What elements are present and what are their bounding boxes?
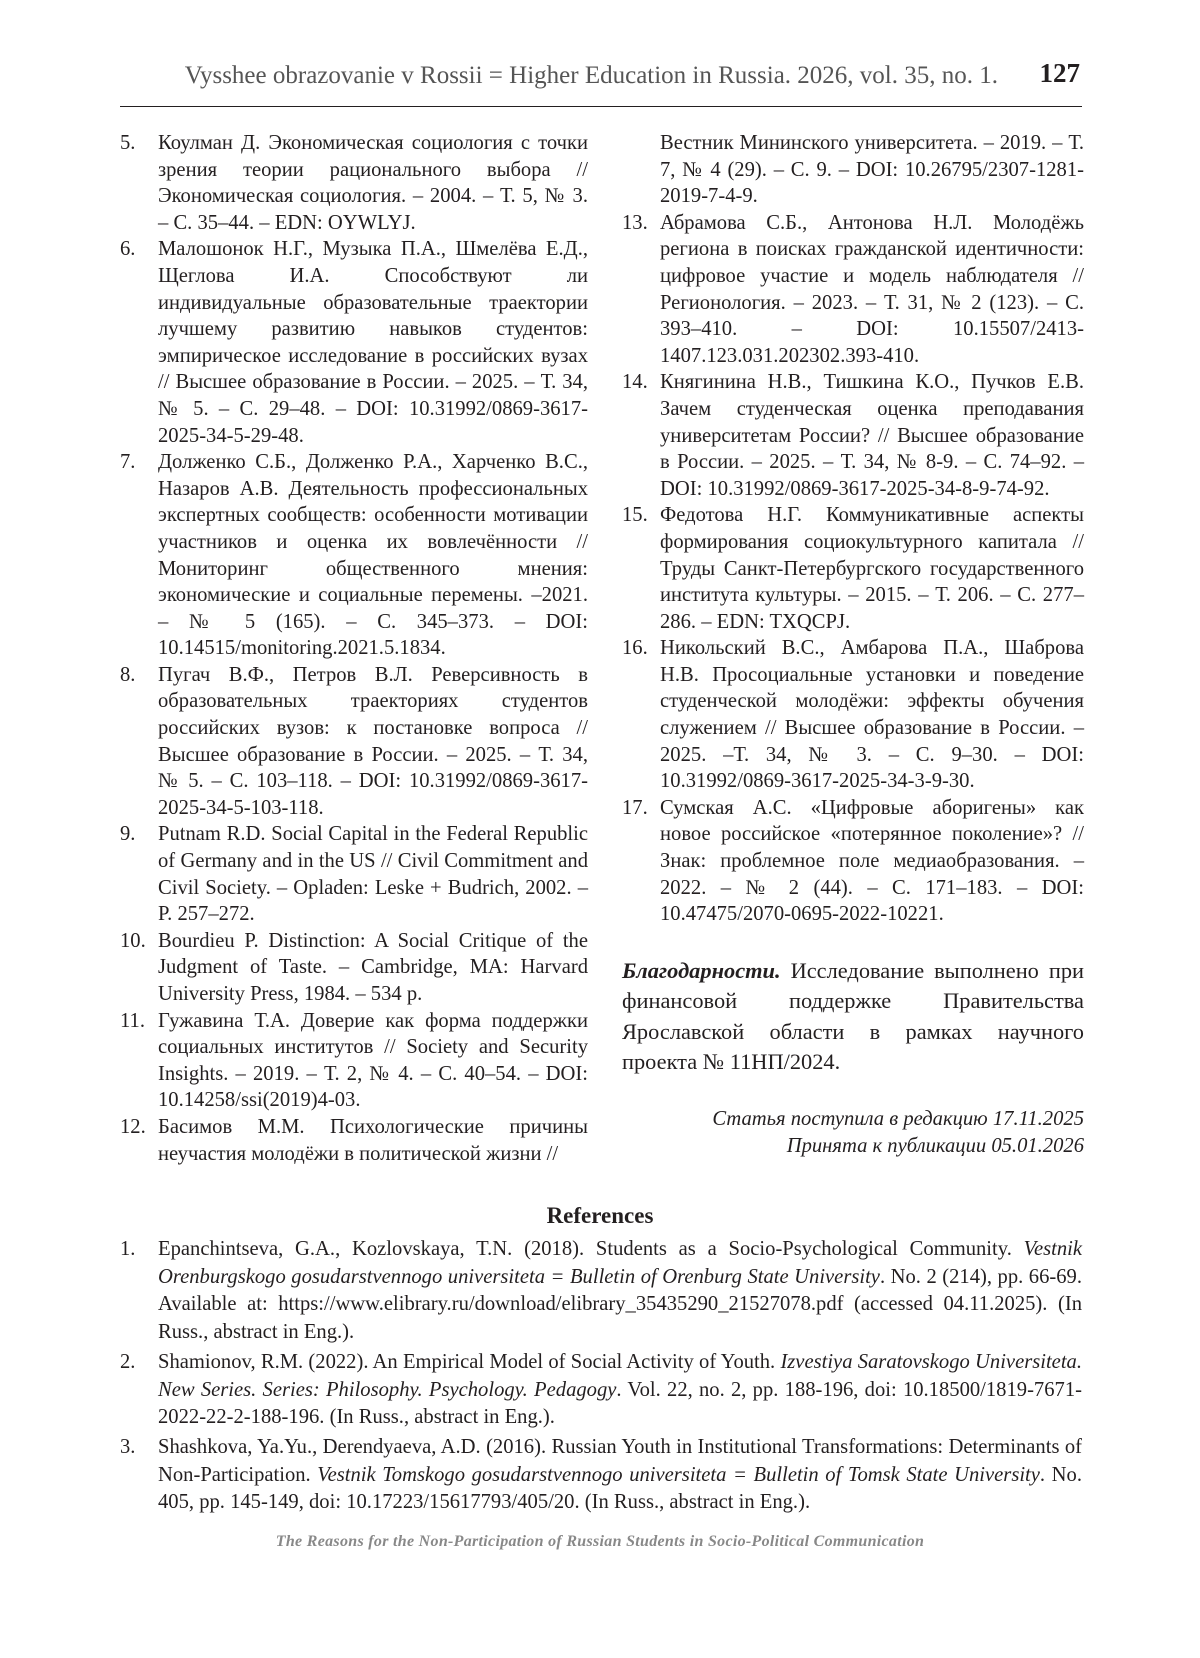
reference-number: 12. bbox=[120, 1115, 146, 1138]
reference-text: Долженко С.Б., Долженко Р.А., Харченко В.С., Назаров А.В. Деятельность профессиональных экспертных сообществ: особенности мотивации участников и оценка их вовлечённости // Мониторинг общественного мнения: экономические и социальные перемены. –2021. – № 5 (165). – С. 345–373. – DOI: 10.14515/monitoring.2021.5.1834. bbox=[158, 451, 588, 660]
left-column bbox=[120, 130, 588, 1167]
references-list bbox=[120, 1236, 1082, 1519]
references-heading: References bbox=[546, 1203, 654, 1228]
reference-text: Putnam R.D. Social Capital in the Federal Republic of Germany and in the US // Civil Commitment and Civil Society. – Opladen: Leske + Budrich, 2002. – P. 257–272. bbox=[158, 823, 588, 926]
reference-item bbox=[120, 928, 588, 1008]
reference-item bbox=[622, 369, 1084, 502]
reference-text: Княгинина Н.В., Тишкина К.О., Пучков Е.В. Зачем студенческая оценка преподавания университетам России? // Высшее образование в России. – 2025. – Т. 34, № 8-9. – С. 74–92. – DOI: 10.31992/0869-3617-2025-34-8-9-74-92. bbox=[660, 371, 1084, 500]
reference-number: 16. bbox=[622, 637, 648, 660]
reference-details: . Vol. 22, no. 2, pp. 188-196, doi: 10.18500/1819-7671-2022-22-2-188-196. (In Russ., abstract in Eng.). bbox=[158, 1378, 1082, 1429]
reference-number: 6. bbox=[120, 238, 136, 261]
running-footer: The Reasons for the Non-Participation of Russian Students in Socio-Political Communication bbox=[275, 1533, 925, 1550]
reference-number: 7. bbox=[120, 451, 136, 474]
reference-text: Shashkova, Ya.Yu., Derendyaeva, A.D. (2016). Russian Youth in Institutional Transformations: Determinants of Non-Participation. bbox=[158, 1435, 1082, 1486]
reference-text: Федотова Н.Г. Коммуникативные аспекты формирования социокультурного капитала // Труды Санкт-Петербургского государственного института культуры. – 2015. – Т. 206. – С. 277–286. – EDN: TXQCPJ. bbox=[660, 504, 1084, 633]
reference-item bbox=[622, 795, 1084, 928]
reference-item bbox=[622, 502, 1084, 635]
reference-item bbox=[120, 1236, 1082, 1347]
reference-journal: Vestnik Tomskogo gosudarstvennogo universiteta = Bulletin of Tomsk State University bbox=[317, 1463, 1040, 1486]
reference-text: Сумская А.С. «Цифровые аборигены» как новое российское «потерянное поколение»? // Знак: проблемное поле медиаобразования. – 2022. – № 2 (44). – С. 171–183. – DOI: 10.47475/2070-0695-2022-10221. bbox=[660, 796, 1084, 926]
right-column bbox=[622, 130, 1084, 1160]
reference-text: Гужавина Т.А. Доверие как форма поддержки социальных институтов // Society and Security Insights. – 2019. – Т. 2, № 4. – С. 40–54. – DOI: 10.14258/ssi(2019)4-03. bbox=[158, 1009, 588, 1112]
reference-details: . No. 405, pp. 145-149, doi: 10.17223/15617793/405/20. (In Russ., abstract in Eng.). bbox=[158, 1463, 1082, 1514]
reference-item bbox=[120, 130, 588, 236]
reference-item bbox=[120, 449, 588, 662]
reference-number: 3. bbox=[120, 1435, 136, 1458]
received-date: Статья поступила в редакцию 17.11.2025 bbox=[712, 1107, 1084, 1130]
reference-number: 10. bbox=[120, 929, 146, 952]
acknowledgment bbox=[622, 956, 1084, 1078]
reference-text: Shamionov, R.M. (2022). An Empirical Model of Social Activity of Youth. bbox=[158, 1350, 781, 1373]
reference-text: Пугач В.Ф., Петров В.Л. Реверсивность в образовательных траекториях студентов российских вузов: к постановке вопроса // Высшее образование в России. – 2025. – Т. 34, № 5. – С. 103–118. – DOI: 10.31992/0869-3617-2025-34-5-103-118. bbox=[158, 663, 588, 819]
reference-journal: Izvestiya Saratovskogo Universiteta. New Series. Series: Philosophy. Psychology. Pedagogy bbox=[158, 1350, 1082, 1401]
page-number: 127 bbox=[1039, 58, 1080, 88]
reference-item bbox=[622, 210, 1084, 370]
running-header bbox=[120, 58, 1082, 107]
reference-journal: Vestnik Orenburgskogo gosudarstvennogo universiteta = Bulletin of Orenburg State University bbox=[158, 1238, 1082, 1288]
reference-text: Никольский В.С., Амбарова П.А., Шаброва Н.В. Просоциальные установки и поведение студенческой молодёжи: эффекты обучения служением // Высшее образование в России. – 2025. –Т. 34, № 3. – С. 9–30. – DOI: 10.31992/0869-3617-2025-34-3-9-30. bbox=[660, 637, 1084, 793]
reference-text: Басимов М.М. Психологические причины неучастия молодёжи в политической жизни // bbox=[158, 1115, 588, 1165]
journal-title: Vysshee obrazovanie v Rossii = Higher Education in Russia. 2026, vol. 35, no. 1. bbox=[184, 62, 998, 89]
reference-text: Epanchintseva, G.A., Kozlovskaya, T.N. (2018). Students as a Socio-Psychological Community. bbox=[158, 1238, 1024, 1260]
reference-item bbox=[120, 1114, 588, 1167]
acknowledgment-title: Благодарности. bbox=[622, 957, 781, 983]
reference-item bbox=[120, 1349, 1082, 1432]
acknowledgment-text: Исследование выполнено при финансовой поддержке Правительства Ярославской области в рамках научного проекта № 11НП/2024. bbox=[622, 957, 1084, 1075]
reference-number: 13. bbox=[622, 211, 648, 234]
reference-details: . No. 2 (214), pp. 66-69. Available at: https://www.elibrary.ru/download/elibrary_35435290_21527078.pdf (accessed 04.11.2025). (In Russ., abstract in Eng.). bbox=[158, 1265, 1082, 1344]
reference-number: 17. bbox=[622, 796, 648, 819]
reference-number: 14. bbox=[622, 371, 648, 394]
reference-number: 1. bbox=[120, 1238, 136, 1260]
reference-number: 11. bbox=[120, 1009, 145, 1032]
reference-item bbox=[120, 1434, 1082, 1517]
article-dates bbox=[622, 1106, 1084, 1160]
accepted-date: Принята к публикации 05.01.2026 bbox=[786, 1134, 1084, 1157]
reference-item bbox=[622, 635, 1084, 795]
reference-item bbox=[120, 236, 588, 449]
reference-text: Bourdieu P. Distinction: A Social Critique of the Judgment of Taste. – Cambridge, MA: Harvard University Press, 1984. – 534 p. bbox=[158, 929, 588, 1005]
reference-item bbox=[120, 662, 588, 822]
reference-number: 8. bbox=[120, 663, 136, 686]
reference-number: 9. bbox=[120, 823, 136, 846]
reference-item bbox=[120, 1008, 588, 1114]
reference-continuation: Вестник Мининского университета. – 2019. – Т. 7, № 4 (29). – С. 9. – DOI: 10.26795/2307-1281-2019-7-4-9. bbox=[660, 132, 1084, 208]
reference-item bbox=[120, 821, 588, 927]
reference-text: Коулман Д. Экономическая социология с точки зрения теории рационального выбора // Экономическая социология. – 2004. – Т. 5, № 3. – С. 35–44. – EDN: OYWLYJ. bbox=[158, 132, 588, 234]
reference-number: 5. bbox=[120, 132, 136, 154]
reference-text: Малошонок Н.Г., Музыка П.А., Шмелёва Е.Д., Щеглова И.А. Способствуют ли индивидуальные образовательные траектории лучшему развитию навыков студентов: эмпирическое исследование в российских вузах // Высшее образование в России. – 2025. – Т. 34, № 5. – С. 29–48. – DOI: 10.31992/0869-3617-2025-34-5-29-48. bbox=[158, 238, 588, 447]
reference-number: 2. bbox=[120, 1350, 136, 1373]
reference-number: 15. bbox=[622, 504, 648, 527]
reference-text: Абрамова С.Б., Антонова Н.Л. Молодёжь региона в поисках гражданской идентичности: цифровое участие и модель наблюдателя // Регионология. – 2023. – Т. 31, № 2 (123). – С. 393–410. – DOI: 10.15507/2413-1407.123.031.202302.393-410. bbox=[660, 211, 1084, 367]
